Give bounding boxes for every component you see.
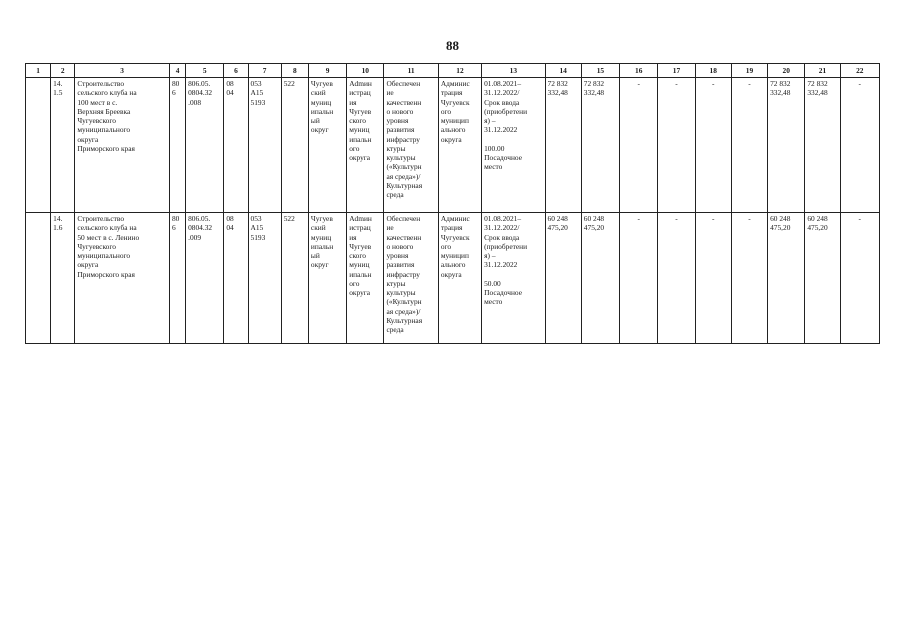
cell-col10: Admин истрац ия Чугуев ского муниц ипальн ого округа [347, 213, 384, 344]
cell-col22: - [840, 78, 879, 213]
cell-col7: 053 A15 5193 [248, 78, 281, 213]
cell-col5: 806.05. 0804.32 .009 [186, 213, 224, 344]
cell-col16: - [620, 78, 658, 213]
cell-col16: - [620, 213, 658, 344]
col-header: 19 [731, 64, 767, 78]
table-row [26, 213, 880, 344]
col-header: 10 [347, 64, 384, 78]
col-header: 20 [768, 64, 805, 78]
cell-col13: 01.08.2021– 31.12.2022/ Срок ввода (приобретени я) – 31.12.2022 50.00 Посадочное место [482, 213, 545, 344]
col-header: 16 [620, 64, 658, 78]
page-number: 88 [446, 38, 459, 53]
col-header: 9 [308, 64, 346, 78]
cell-col18: - [695, 213, 731, 344]
cell-col11: Обеспечен ие качественн о нового уровня развития инфрастру ктуры культуры («Культурн ая среда»)/ Культурная среда [384, 213, 438, 344]
cell-col15: 72 832 332,48 [581, 78, 619, 213]
cell-col1 [26, 213, 51, 344]
cell-col12: Админис трация Чугуевск ого муницип ального округа [438, 78, 481, 213]
cell-col21: 60 248 475,20 [805, 213, 840, 344]
cell-col19: - [731, 213, 767, 344]
table-row [26, 78, 880, 213]
col-header: 12 [438, 64, 481, 78]
col-header: 1 [26, 64, 51, 78]
cell-col17: - [658, 78, 695, 213]
cell-col12: Админис трация Чугуевск ого муницип ального округа [438, 213, 481, 344]
cell-col10: Admин истрац ия Чугуев ского муниц ипальн ого округа [347, 78, 384, 213]
cell-col9: Чугуев ский муниц ипальн ый округ [308, 213, 346, 344]
cell-col6: 08 04 [224, 213, 248, 344]
cell-item-number: 14. 1.5 [51, 78, 75, 213]
cell-col6: 08 04 [224, 78, 248, 213]
cell-col22: - [840, 213, 879, 344]
cell-col21: 72 832 332,48 [805, 78, 840, 213]
cell-col8: 522 [281, 78, 308, 213]
col-header: 21 [805, 64, 840, 78]
cell-col8: 522 [281, 213, 308, 344]
cell-col20: 72 832 332,48 [768, 78, 805, 213]
col-header: 15 [581, 64, 619, 78]
cell-col7: 053 A15 5193 [248, 213, 281, 344]
cell-item-number: 14. 1.6 [51, 213, 75, 344]
cell-col19: - [731, 78, 767, 213]
col-header: 3 [75, 64, 170, 78]
col-header: 14 [545, 64, 581, 78]
cell-object-name: Строительство сельского клуба на 50 мест в с. Ленино Чугуевского муниципального округа Приморского края [75, 213, 170, 344]
col-header: 7 [248, 64, 281, 78]
cell-col9: Чугуев ский муниц ипальн ый округ [308, 78, 346, 213]
col-header: 18 [695, 64, 731, 78]
col-header: 17 [658, 64, 695, 78]
cell-col15: 60 248 475,20 [581, 213, 619, 344]
cell-col4: 80 6 [169, 213, 185, 344]
budget-table [25, 63, 880, 344]
col-header: 4 [169, 64, 185, 78]
header-row [26, 64, 880, 78]
col-header: 5 [186, 64, 224, 78]
cell-col20: 60 248 475,20 [768, 213, 805, 344]
cell-col13: 01.08.2021– 31.12.2022/ Срок ввода (приобретени я) – 31.12.2022 100.00 Посадочное место [482, 78, 545, 213]
col-header: 6 [224, 64, 248, 78]
col-header: 13 [482, 64, 545, 78]
cell-col14: 60 248 475,20 [545, 213, 581, 344]
cell-object-name: Строительство сельского клуба на 100 мест в с. Верхняя Бреевка Чугуевского муниципального округа Приморского края [75, 78, 170, 213]
cell-col4: 80 6 [169, 78, 185, 213]
cell-col1 [26, 78, 51, 213]
cell-col17: - [658, 213, 695, 344]
col-header: 22 [840, 64, 879, 78]
cell-col18: - [695, 78, 731, 213]
cell-col11: Обеспечен ие качественн о нового уровня развития инфрастру ктуры культуры («Культурн ая среда»)/ Культурная среда [384, 78, 438, 213]
col-header: 2 [51, 64, 75, 78]
cell-col5: 806.05. 0804.32 .008 [186, 78, 224, 213]
cell-col14: 72 832 332,48 [545, 78, 581, 213]
col-header: 8 [281, 64, 308, 78]
col-header: 11 [384, 64, 438, 78]
